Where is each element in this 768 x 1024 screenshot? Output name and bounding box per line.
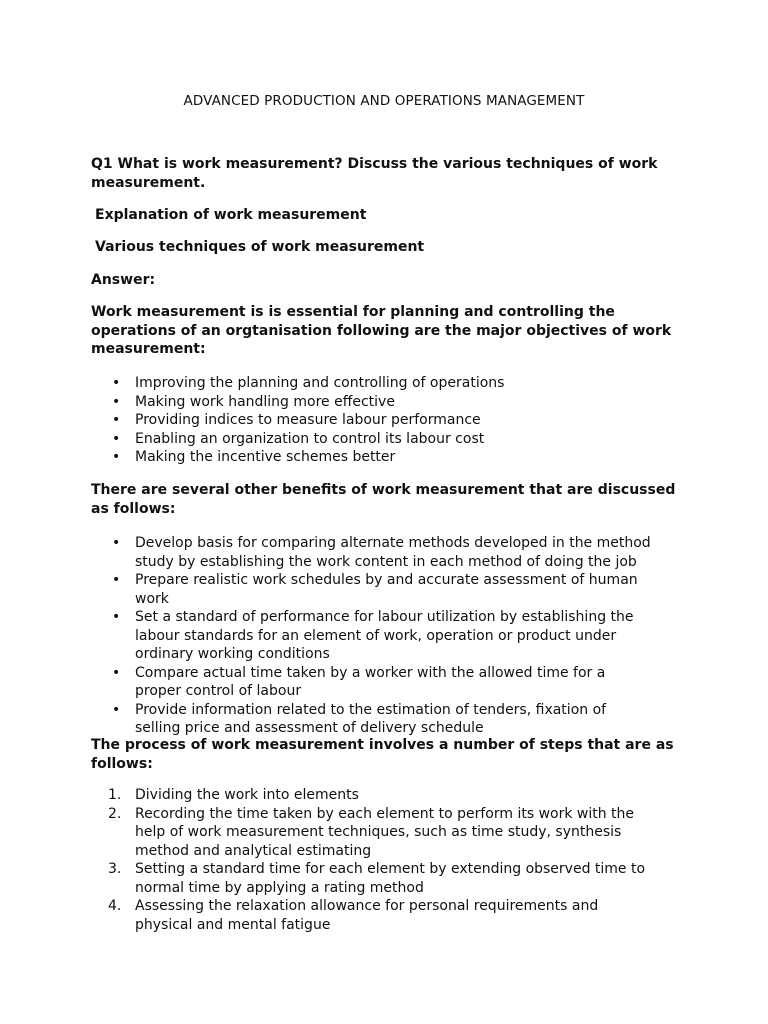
bullet-icon: • <box>112 572 121 588</box>
list-item: • Provide information related to the estimation of tenders, fixation of selling price and assessment of delivery schedule <box>112 701 607 736</box>
step-number: 4. <box>108 898 122 914</box>
step-number: 2. <box>108 805 122 822</box>
list-item: • Develop basis for comparing alternate methods developed in the method study by establishing the work content in each method of doing the job <box>112 535 651 570</box>
bullet-icon: • <box>112 375 121 391</box>
list-item: • Compare actual time taken by a worker with the allowed time for a proper control of labour <box>112 664 606 699</box>
list-item: 4. Assessing the relaxation allowance for personal requirements and physical and mental fatigue <box>108 898 599 933</box>
question-heading: Q1 What is work measurement? Discuss the various techniques of work measurement. <box>91 156 658 191</box>
techniques-heading: Various techniques of work measurement <box>95 239 425 255</box>
step-number: 3. <box>108 861 122 877</box>
objectives-list <box>0 374 655 467</box>
list-item: • Prepare realistic work schedules by and accurate assessment of human work <box>112 572 638 607</box>
list-item: • Set a standard of performance for labour utilization by establishing the labour standards for an element of work, operation or product under ordinary working conditions <box>112 609 634 662</box>
list-item: 2. Recording the time taken by each element to perform its work with the help of work measurement techniques, such as time study, synthesis method and analytical estimating <box>108 805 635 859</box>
bullet-icon: • <box>112 535 121 551</box>
explanation-heading: Explanation of work measurement <box>95 207 367 223</box>
bullet-icon: • <box>112 449 121 465</box>
list-item: • Providing indices to measure labour performance <box>112 412 481 428</box>
intro-paragraph: Work measurement is is essential for planning and controlling the operations of an orgtanisation following are the major objectives of work measurement: <box>91 304 672 357</box>
process-heading: The process of work measurement involves a number of steps that are as follows: <box>91 737 674 772</box>
bullet-icon: • <box>112 393 121 410</box>
list-item: 1. Dividing the work into elements <box>108 787 359 803</box>
list-item: 3. Setting a standard time for each element by extending observed time to normal time by applying a rating method <box>108 861 646 896</box>
bullet-icon: • <box>112 664 121 681</box>
list-item: • Enabling an organization to control its labour cost <box>112 430 485 447</box>
steps-list <box>0 786 655 934</box>
document-title: ADVANCED PRODUCTION AND OPERATIONS MANAGEMENT <box>183 93 585 109</box>
bullet-icon: • <box>112 701 121 718</box>
list-item: • Improving the planning and controlling of operations <box>112 375 505 391</box>
bullet-icon: • <box>112 412 121 428</box>
step-number: 1. <box>108 787 122 803</box>
benefits-list <box>0 534 655 738</box>
answer-label: Answer: <box>91 272 156 288</box>
list-item: • Making work handling more effective <box>112 393 395 410</box>
bullet-icon: • <box>112 430 121 447</box>
list-item: • Making the incentive schemes better <box>112 449 396 465</box>
benefits-heading: There are several other benefits of work measurement that are discussed as follows: <box>91 482 676 517</box>
bullet-icon: • <box>112 609 121 625</box>
